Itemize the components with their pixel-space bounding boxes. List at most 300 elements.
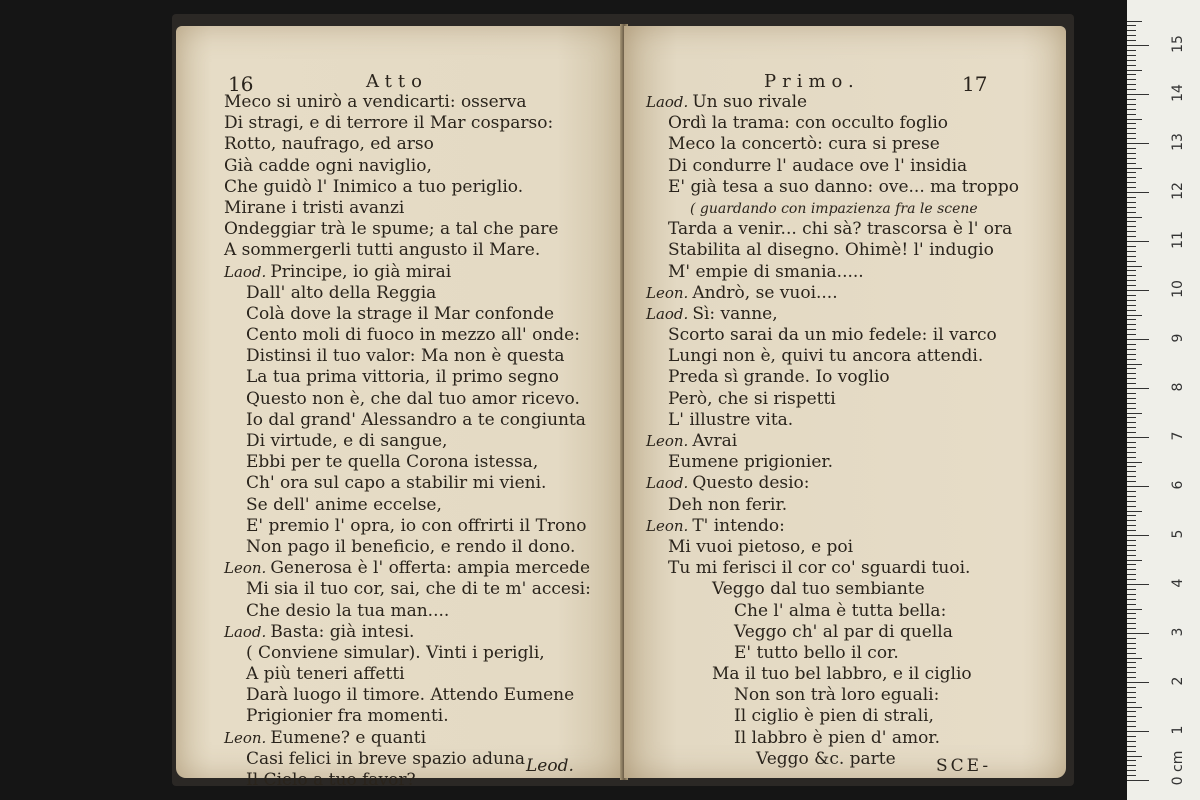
- verse-line: [224, 240, 591, 261]
- ruler-tick: [1127, 427, 1136, 428]
- ruler-tick: [1127, 775, 1136, 776]
- verse-line: [646, 728, 1019, 749]
- ruler-tick: [1127, 741, 1136, 742]
- ruler-tick: [1127, 378, 1136, 379]
- speaker-label: Laod.: [646, 93, 689, 111]
- ruler-tick: [1127, 153, 1136, 154]
- verse-text: A più teneri affetti: [246, 664, 405, 685]
- ruler-tick: [1127, 109, 1136, 110]
- ruler-tick: [1127, 756, 1142, 757]
- ruler-tick: [1127, 501, 1136, 502]
- ruler-tick: [1127, 393, 1136, 394]
- ruler-tick: [1127, 716, 1136, 717]
- speaker-label: Leon.: [646, 432, 689, 450]
- verse-text: Colà dove la strage il Mar confonde: [246, 303, 555, 324]
- ruler-tick: [1127, 613, 1136, 614]
- ruler-tick: [1127, 344, 1136, 345]
- ruler-tick: [1127, 398, 1136, 399]
- verse-text: Un suo rivale: [692, 92, 808, 112]
- ruler-tick: [1127, 383, 1136, 384]
- verse-line: [224, 685, 591, 706]
- verse-text: Deh non ferir.: [668, 494, 788, 515]
- verse-line: [646, 495, 1019, 516]
- ruler-tick: [1127, 594, 1136, 595]
- ruler-tick: [1127, 207, 1136, 208]
- verse-line: [224, 346, 591, 367]
- verse-line: [224, 495, 591, 516]
- ruler-tick: [1127, 667, 1136, 668]
- ruler-tick: [1127, 226, 1136, 227]
- verse-text: Di condurre l' audace ove l' insidia: [668, 155, 968, 176]
- ruler-tick: [1127, 182, 1136, 183]
- verse-line: [646, 198, 1019, 219]
- ruler-label: 0 cm: [1170, 750, 1186, 786]
- ruler-tick: [1127, 422, 1136, 423]
- right-page: [624, 26, 1066, 778]
- ruler-tick: [1127, 447, 1136, 448]
- verse-text: Stabilita al disegno. Ohimè! l' indugio: [668, 240, 994, 261]
- verse-line: [646, 219, 1019, 240]
- ruler-label: 6: [1170, 480, 1186, 490]
- ruler-tick: [1127, 770, 1136, 771]
- ruler-tick: [1127, 275, 1136, 276]
- verse-text: Di stragi, e di terrore il Mar cosparso:: [224, 113, 554, 134]
- verse-line: [224, 92, 591, 113]
- verse-line: [646, 134, 1019, 155]
- ruler-tick: [1127, 486, 1149, 487]
- left-catchword: Leod.: [526, 756, 574, 776]
- verse-line: [646, 558, 1019, 579]
- verse-text: Già cadde ogni naviglio,: [224, 155, 432, 176]
- ruler-tick: [1127, 285, 1136, 286]
- ruler-tick: [1127, 319, 1136, 320]
- ruler-tick: [1127, 217, 1142, 218]
- verse-text: Se dell' anime eccelse,: [246, 494, 442, 515]
- ruler-tick: [1127, 413, 1142, 414]
- ruler-tick: [1127, 197, 1136, 198]
- ruler-tick: [1127, 114, 1136, 115]
- ruler-tick: [1127, 143, 1149, 144]
- verse-text: Non son trà loro eguali:: [734, 685, 940, 706]
- verse-line: [224, 622, 591, 643]
- verse-line: [224, 219, 591, 240]
- verse-text: Ordì la trama: con occulto foglio: [668, 113, 949, 134]
- verse-line: [224, 643, 591, 664]
- verse-text: ( guardando con impazienza fra le scene: [690, 200, 978, 217]
- verse-line: [646, 664, 1019, 685]
- ruler-tick: [1127, 746, 1136, 747]
- speaker-label: Laod.: [646, 474, 689, 493]
- verse-line: [646, 452, 1019, 473]
- ruler-tick: [1127, 373, 1136, 374]
- ruler-tick: [1127, 349, 1136, 350]
- ruler-tick: [1127, 65, 1136, 66]
- ruler-label: 11: [1170, 231, 1186, 249]
- verse-line: [224, 389, 591, 410]
- verse-line: [646, 367, 1019, 388]
- ruler-tick: [1127, 628, 1136, 629]
- ruler-tick: [1127, 50, 1136, 51]
- ruler-tick: [1127, 707, 1142, 708]
- ruler-tick: [1127, 70, 1142, 71]
- verse-text: Questo desio:: [692, 473, 810, 494]
- verse-line: [646, 346, 1019, 367]
- verse-line: [646, 262, 1019, 283]
- verse-text: A sommergerli tutti angusto il Mare.: [224, 240, 541, 261]
- ruler-tick: [1127, 609, 1142, 610]
- ruler-tick: [1127, 251, 1136, 252]
- ruler-tick: [1127, 60, 1136, 61]
- ruler-tick: [1127, 643, 1136, 644]
- verse-text: Ch' ora sul capo a stabilir mi vieni.: [246, 473, 547, 494]
- ruler-tick: [1127, 452, 1136, 453]
- verse-line: [224, 262, 591, 283]
- verse-text: Che desio la tua man....: [246, 600, 450, 621]
- left-page-number: 16: [228, 72, 254, 96]
- ruler-label: 15: [1170, 35, 1186, 53]
- ruler-label: 4: [1170, 578, 1186, 588]
- ruler-tick: [1127, 555, 1136, 556]
- scale-ruler: [1127, 0, 1200, 800]
- verse-text: Meco la concertò: cura si prese: [668, 134, 940, 155]
- speaker-label: Leon.: [646, 516, 689, 535]
- ruler-tick: [1127, 662, 1136, 663]
- verse-text: Che l' alma è tutta bella:: [734, 600, 947, 621]
- verse-line: [646, 113, 1019, 134]
- verse-text: Eumene? e quanti: [270, 727, 427, 748]
- ruler-tick: [1127, 84, 1136, 85]
- verse-line: [646, 389, 1019, 410]
- ruler-tick: [1127, 221, 1136, 222]
- verse-line: [646, 283, 1019, 304]
- verse-text: Mi vuoi pietoso, e poi: [668, 536, 854, 557]
- verse-text: Non pago il beneficio, e rendo il dono.: [246, 536, 576, 557]
- ruler-tick: [1127, 280, 1136, 281]
- ruler-label: 7: [1170, 431, 1186, 441]
- ruler-tick: [1127, 692, 1136, 693]
- ruler-tick: [1127, 437, 1149, 438]
- ruler-tick: [1127, 104, 1136, 105]
- ruler-label: 3: [1170, 627, 1186, 637]
- verse-text: Lungi non è, quivi tu ancora attendi.: [668, 346, 984, 367]
- verse-text: L' illustre vita.: [668, 409, 794, 430]
- ruler-tick: [1127, 569, 1136, 570]
- ruler-tick: [1127, 256, 1136, 257]
- speaker-label: Laod.: [646, 304, 689, 323]
- ruler-tick: [1127, 687, 1136, 688]
- ruler-tick: [1127, 599, 1136, 600]
- ruler-tick: [1127, 266, 1142, 267]
- ruler-label: 2: [1170, 676, 1186, 686]
- verse-text: Ondeggiar trà le spume; a tal che pare: [224, 219, 559, 240]
- ruler-tick: [1127, 432, 1136, 433]
- verse-line: [224, 601, 591, 622]
- verse-text: Di virtude, e di sangue,: [246, 431, 448, 451]
- verse-line: [224, 431, 591, 452]
- ruler-tick: [1127, 530, 1136, 531]
- ruler-tick: [1127, 491, 1136, 492]
- verse-line: [224, 473, 591, 494]
- verse-text: Meco si unirò a vendicarti: osserva: [224, 92, 527, 112]
- verse-text: Io dal grand' Alessandro a te congiunta: [246, 409, 586, 430]
- verse-line: [224, 452, 591, 473]
- verse-line: [224, 537, 591, 558]
- ruler-tick: [1127, 736, 1136, 737]
- ruler-tick: [1127, 638, 1136, 639]
- verse-text: Che guidò l' Inimico a tuo periglio.: [224, 176, 524, 197]
- ruler-tick: [1127, 726, 1136, 727]
- verse-text: Il labbro è pien d' amor.: [734, 727, 940, 748]
- right-running-head: Primo.: [764, 71, 860, 92]
- verse-line: [646, 92, 1019, 113]
- ruler-tick: [1127, 55, 1136, 56]
- ruler-tick: [1127, 457, 1136, 458]
- verse-text: Prigionier fra momenti.: [246, 706, 449, 727]
- ruler-tick: [1127, 721, 1136, 722]
- ruler-tick: [1127, 212, 1136, 213]
- ruler-tick: [1127, 94, 1149, 95]
- ruler-tick: [1127, 388, 1149, 389]
- verse-text: Avrai: [692, 431, 738, 451]
- verse-line: [224, 410, 591, 431]
- verse-text: Generosa è l' offerta: ampia mercede: [270, 558, 591, 579]
- verse-text: La tua prima vittoria, il primo segno: [246, 367, 560, 388]
- verse-line: [224, 283, 591, 304]
- verse-text: Mi sia il tuo cor, sai, che di te m' accesi:: [246, 579, 591, 600]
- ruler-tick: [1127, 466, 1136, 467]
- verse-text: Il ciglio è pien di strali,: [734, 706, 934, 727]
- ruler-tick: [1127, 403, 1136, 404]
- verse-line: [646, 410, 1019, 431]
- verse-text: Principe, io già mirai: [270, 261, 452, 282]
- verse-line: [646, 325, 1019, 346]
- ruler-tick: [1127, 550, 1136, 551]
- speaker-label: Leon.: [224, 559, 267, 578]
- ruler-tick: [1127, 128, 1136, 129]
- ruler-tick: [1127, 315, 1142, 316]
- ruler-tick: [1127, 364, 1142, 365]
- ruler-tick: [1127, 359, 1136, 360]
- ruler-tick: [1127, 119, 1142, 120]
- ruler-tick: [1127, 535, 1149, 536]
- verse-text: Veggo &c. parte: [756, 748, 896, 769]
- ruler-tick: [1127, 462, 1142, 463]
- ruler-tick: [1127, 177, 1136, 178]
- ruler-tick: [1127, 123, 1136, 124]
- ruler-tick: [1127, 329, 1136, 330]
- speaker-label: Laod.: [224, 622, 267, 641]
- verse-text: Il Cielo a tuo favor?: [246, 770, 416, 790]
- verse-line: [224, 198, 591, 219]
- ruler-tick: [1127, 339, 1149, 340]
- ruler-tick: [1127, 99, 1136, 100]
- right-page-number: 17: [962, 72, 988, 96]
- ruler-tick: [1127, 731, 1149, 732]
- ruler-tick: [1127, 711, 1136, 712]
- verse-text: Questo non è, che dal tuo amor ricevo.: [246, 388, 580, 409]
- verse-text: Scorto sarai da un mio fedele: il varco: [668, 325, 997, 346]
- verse-text: Eumene prigionier.: [668, 452, 834, 473]
- ruler-tick: [1127, 241, 1149, 242]
- verse-line: [646, 643, 1019, 664]
- ruler-tick: [1127, 231, 1136, 232]
- verse-line: [224, 728, 591, 749]
- verse-text: Mirane i tristi avanzi: [224, 197, 405, 218]
- ruler-tick: [1127, 765, 1136, 766]
- ruler-tick: [1127, 290, 1149, 291]
- verse-line: [224, 367, 591, 388]
- ruler-tick: [1127, 30, 1136, 31]
- verse-text: Dall' alto della Reggia: [246, 282, 437, 303]
- verse-text: Basta: già intesi.: [270, 621, 415, 642]
- verse-line: [646, 473, 1019, 494]
- ruler-tick: [1127, 246, 1136, 247]
- ruler-tick: [1127, 682, 1149, 683]
- ruler-tick: [1127, 515, 1136, 516]
- ruler-tick: [1127, 574, 1136, 575]
- verse-line: [224, 664, 591, 685]
- verse-line: [224, 579, 591, 600]
- ruler-tick: [1127, 476, 1136, 477]
- ruler-tick: [1127, 780, 1149, 781]
- ruler-tick: [1127, 589, 1136, 590]
- ruler-tick: [1127, 633, 1149, 634]
- verse-line: [646, 706, 1019, 727]
- verse-text: Darà luogo il timore. Attendo Eumene: [246, 685, 575, 706]
- verse-text: Però, che si rispetti: [668, 388, 836, 409]
- ruler-tick: [1127, 697, 1136, 698]
- ruler-tick: [1127, 520, 1136, 521]
- ruler-tick: [1127, 368, 1136, 369]
- ruler-tick: [1127, 40, 1136, 41]
- verse-text: Distinsi il tuo valor: Ma non è questa: [246, 346, 565, 367]
- ruler-label: 8: [1170, 382, 1186, 392]
- verse-text: Andrò, se vuoi....: [692, 282, 838, 303]
- ruler-tick: [1127, 74, 1136, 75]
- ruler-tick: [1127, 192, 1149, 193]
- ruler-tick: [1127, 168, 1142, 169]
- ruler-tick: [1127, 564, 1136, 565]
- ruler-label: 14: [1170, 84, 1186, 102]
- ruler-label: 10: [1170, 280, 1186, 298]
- verse-text: E' già tesa a suo danno: ove... ma troppo: [668, 176, 1019, 197]
- verse-line: [224, 516, 591, 537]
- verse-text: Cento moli di fuoco in mezzo all' onde:: [246, 325, 580, 346]
- ruler-tick: [1127, 236, 1136, 237]
- verse-line: [224, 156, 591, 177]
- ruler-tick: [1127, 163, 1136, 164]
- verse-text: Ebbi per te quella Corona istessa,: [246, 452, 539, 473]
- ruler-tick: [1127, 525, 1136, 526]
- verse-text: Ma il tuo bel labbro, e il ciglio: [712, 664, 972, 685]
- ruler-tick: [1127, 702, 1136, 703]
- verse-line: [646, 601, 1019, 622]
- ruler-tick: [1127, 35, 1136, 36]
- ruler-tick: [1127, 417, 1136, 418]
- verse-line: [224, 113, 591, 134]
- verse-line: [646, 579, 1019, 600]
- ruler-label: 5: [1170, 529, 1186, 539]
- ruler-tick: [1127, 584, 1149, 585]
- ruler-tick: [1127, 648, 1136, 649]
- verse-line: [646, 177, 1019, 198]
- verse-line: [646, 156, 1019, 177]
- left-running-head: Atto: [366, 71, 428, 92]
- ruler-tick: [1127, 751, 1136, 752]
- left-text-block: [224, 92, 591, 791]
- ruler-tick: [1127, 481, 1136, 482]
- ruler-tick: [1127, 334, 1136, 335]
- verse-line: [224, 304, 591, 325]
- ruler-tick: [1127, 148, 1136, 149]
- verse-text: Rotto, naufrago, ed arso: [224, 134, 434, 155]
- ruler-tick: [1127, 545, 1136, 546]
- ruler-tick: [1127, 172, 1136, 173]
- verse-line: [646, 431, 1019, 452]
- ruler-label: 1: [1170, 725, 1186, 735]
- verse-text: T' intendo:: [692, 515, 785, 536]
- ruler-tick: [1127, 133, 1136, 134]
- ruler-tick: [1127, 295, 1136, 296]
- verse-line: [646, 516, 1019, 537]
- ruler-tick: [1127, 496, 1136, 497]
- verse-text: E' tutto bello il cor.: [734, 642, 899, 663]
- ruler-tick: [1127, 45, 1149, 46]
- verse-text: Veggo ch' al par di quella: [734, 621, 953, 642]
- ruler-tick: [1127, 408, 1136, 409]
- ruler-tick: [1127, 89, 1136, 90]
- verse-line: [646, 622, 1019, 643]
- speaker-label: Laod.: [224, 262, 267, 281]
- verse-text: E' premio l' opra, io con offrirti il Trono: [246, 515, 587, 536]
- ruler-tick: [1127, 138, 1136, 139]
- ruler-tick: [1127, 760, 1136, 761]
- verse-line: [224, 706, 591, 727]
- verse-line: [224, 134, 591, 155]
- ruler-tick: [1127, 658, 1142, 659]
- ruler-tick: [1127, 202, 1136, 203]
- ruler-tick: [1127, 79, 1136, 80]
- ruler-tick: [1127, 511, 1142, 512]
- ruler-tick: [1127, 623, 1136, 624]
- verse-text: Tarda a venir... chi sà? trascorsa è l' ora: [668, 219, 1013, 240]
- ruler-tick: [1127, 324, 1136, 325]
- ruler-tick: [1127, 270, 1136, 271]
- verse-text: Sì: vanne,: [692, 303, 778, 324]
- verse-text: Casi felici in breve spazio aduna: [246, 748, 526, 769]
- ruler-tick: [1127, 158, 1136, 159]
- ruler-label: 9: [1170, 333, 1186, 343]
- verse-line: [646, 537, 1019, 558]
- verse-line: [224, 177, 591, 198]
- ruler-tick: [1127, 442, 1136, 443]
- ruler-tick: [1127, 261, 1136, 262]
- verse-text: Preda sì grande. Io voglio: [668, 367, 890, 388]
- ruler-tick: [1127, 25, 1136, 26]
- ruler-tick: [1127, 672, 1136, 673]
- right-catchword: SCE-: [936, 756, 992, 776]
- ruler-tick: [1127, 579, 1136, 580]
- ruler-tick: [1127, 677, 1136, 678]
- verse-text: Veggo dal tuo sembiante: [712, 579, 925, 600]
- ruler-tick: [1127, 300, 1136, 301]
- verse-text: Tu mi ferisci il cor co' sguardi tuoi.: [668, 558, 971, 579]
- speaker-label: Leon.: [224, 728, 267, 747]
- ruler-tick: [1127, 354, 1136, 355]
- verse-line: [646, 240, 1019, 261]
- right-text-block: [646, 92, 1019, 770]
- ruler-label: 13: [1170, 133, 1186, 151]
